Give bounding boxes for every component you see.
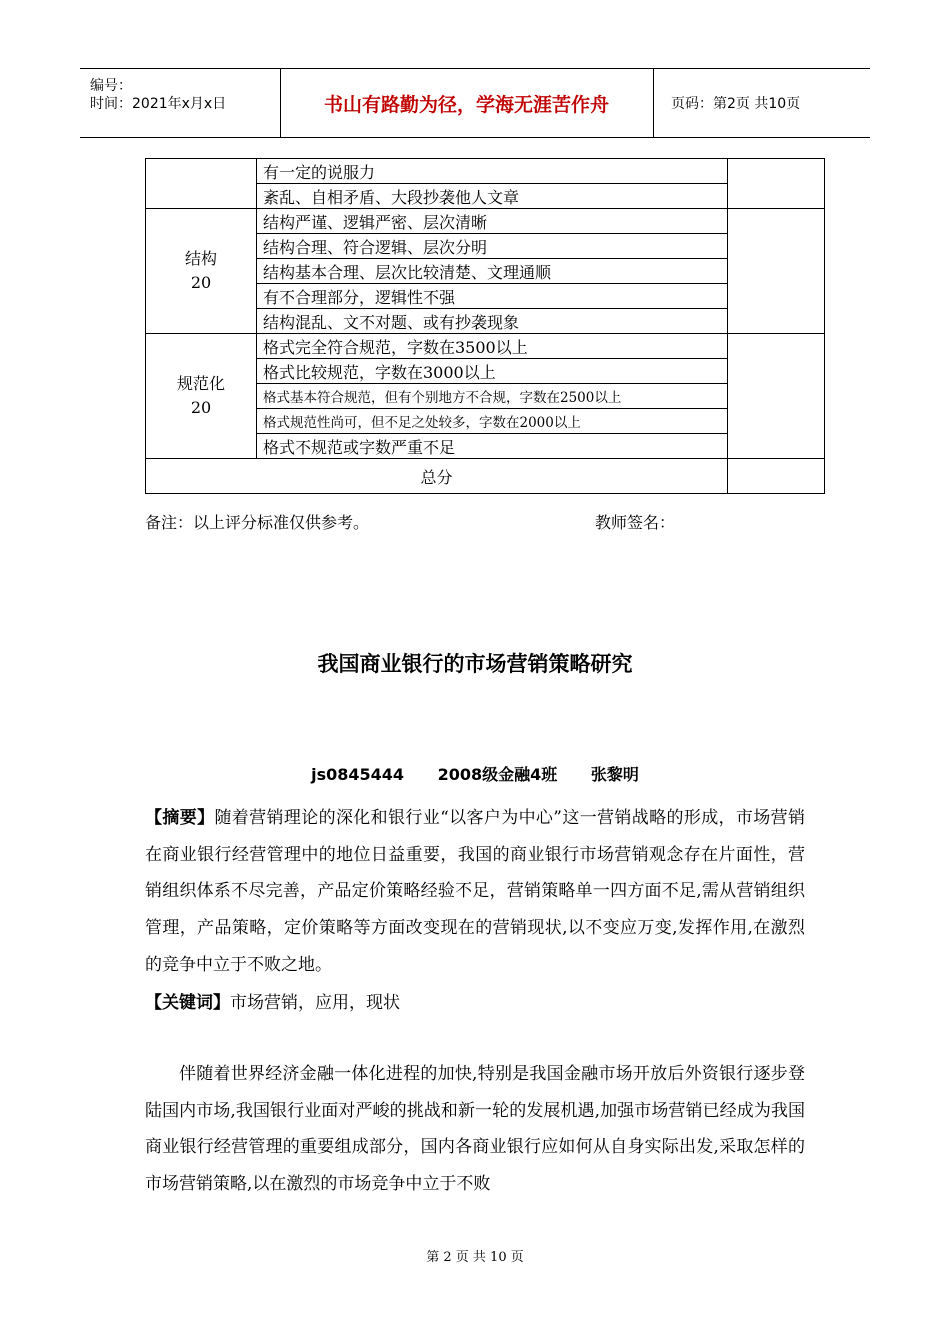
category-structure xyxy=(146,209,257,334)
criterion-row: 格式比较规范，字数在3000以上 xyxy=(257,359,728,384)
author-line xyxy=(0,762,950,785)
category-name: 结构 xyxy=(184,249,217,268)
category-score: 20 xyxy=(190,273,212,292)
page-footer: 第 2 页 共 10 页 xyxy=(426,1250,524,1265)
scoring-table xyxy=(145,158,825,494)
header-page-info xyxy=(663,69,870,137)
criterion-row: 格式不规范或字数严重不足 xyxy=(257,434,728,459)
number-label: 编号： xyxy=(90,78,132,94)
total-label: 总分 xyxy=(146,459,728,494)
criterion-row: 有不合理部分，逻辑性不强 xyxy=(257,284,728,309)
abstract-paragraph xyxy=(145,800,805,984)
criterion-row: 有一定的说服力 xyxy=(257,159,728,184)
paper-title: 我国商业银行的市场营销策略研究 xyxy=(317,652,633,676)
student-id: js0845444 xyxy=(311,765,405,784)
score-cell xyxy=(728,334,825,459)
criterion-row: 紊乱、自相矛盾、大段抄袭他人文章 xyxy=(257,184,728,209)
criterion-row: 格式基本符合规范，但有个别地方不合规，字数在2500以上 xyxy=(257,384,728,409)
criterion-row: 结构严谨、逻辑严密、层次清晰 xyxy=(257,209,728,234)
category-name: 规范化 xyxy=(176,374,225,393)
score-cell xyxy=(728,209,825,334)
total-score-cell xyxy=(728,459,825,494)
category-norm xyxy=(146,334,257,459)
page-header xyxy=(80,68,870,138)
category-cell-blank xyxy=(146,159,257,209)
keywords-paragraph xyxy=(145,985,805,1022)
keywords-text: 市场营销，应用，现状 xyxy=(230,993,400,1013)
table-note: 备注：以上评分标准仅供参考。 xyxy=(145,513,370,532)
criterion-row: 格式完全符合规范，字数在3500以上 xyxy=(257,334,728,359)
header-meta xyxy=(80,69,281,137)
criterion-row: 格式规范性尚可，但不足之处较多，字数在2000以上 xyxy=(257,409,728,434)
student-name: 张黎明 xyxy=(590,765,639,784)
score-cell xyxy=(728,159,825,209)
criterion-row: 结构基本合理、层次比较清楚、文理通顺 xyxy=(257,259,728,284)
keywords-label: 【关键词】 xyxy=(145,993,230,1013)
header-motto: 书山有路勤为径，学海无涯苦作舟 xyxy=(280,69,654,137)
abstract-label: 【摘要】 xyxy=(145,808,215,828)
teacher-signature-label: 教师签名： xyxy=(595,513,676,532)
abstract-text: 随着营销理论的深化和银行业“以客户为中心”这一营销战略的形成，市场营销在商业银行经营管理中的地位日益重要，我国的商业银行市场营销观念存在片面性，营销组织体系不尽完善，产品定价策略经验不足，营销策略单一四方面不足,需从营销组织管理，产品策略，定价策略等方面改变现在的营销现状,以不变应万变,发挥作用,在激烈的竞争中立于不败之地。 xyxy=(145,808,805,975)
criterion-row: 结构合理、符合逻辑、层次分明 xyxy=(257,234,728,259)
body-paragraph: 伴随着世界经济金融一体化进程的加快,特别是我国金融市场开放后外资银行逐步登陆国内市场,我国银行业面对严峻的挑战和新一轮的发展机遇,加强市场营销已经成为我国商业银行经营管理的重要组成部分，国内各商业银行应如何从自身实际出发,采取怎样的市场营销策略,以在激烈的市场竞争中立于不败 xyxy=(145,1064,805,1195)
time-label: 时间：2021年x月x日 xyxy=(90,96,227,112)
page-info: 页码：第2页 共10页 xyxy=(671,96,801,112)
criterion-row: 结构混乱、文不对题、或有抄袭现象 xyxy=(257,309,728,334)
student-class: 2008级金融4班 xyxy=(437,765,558,784)
category-score: 20 xyxy=(190,398,212,417)
